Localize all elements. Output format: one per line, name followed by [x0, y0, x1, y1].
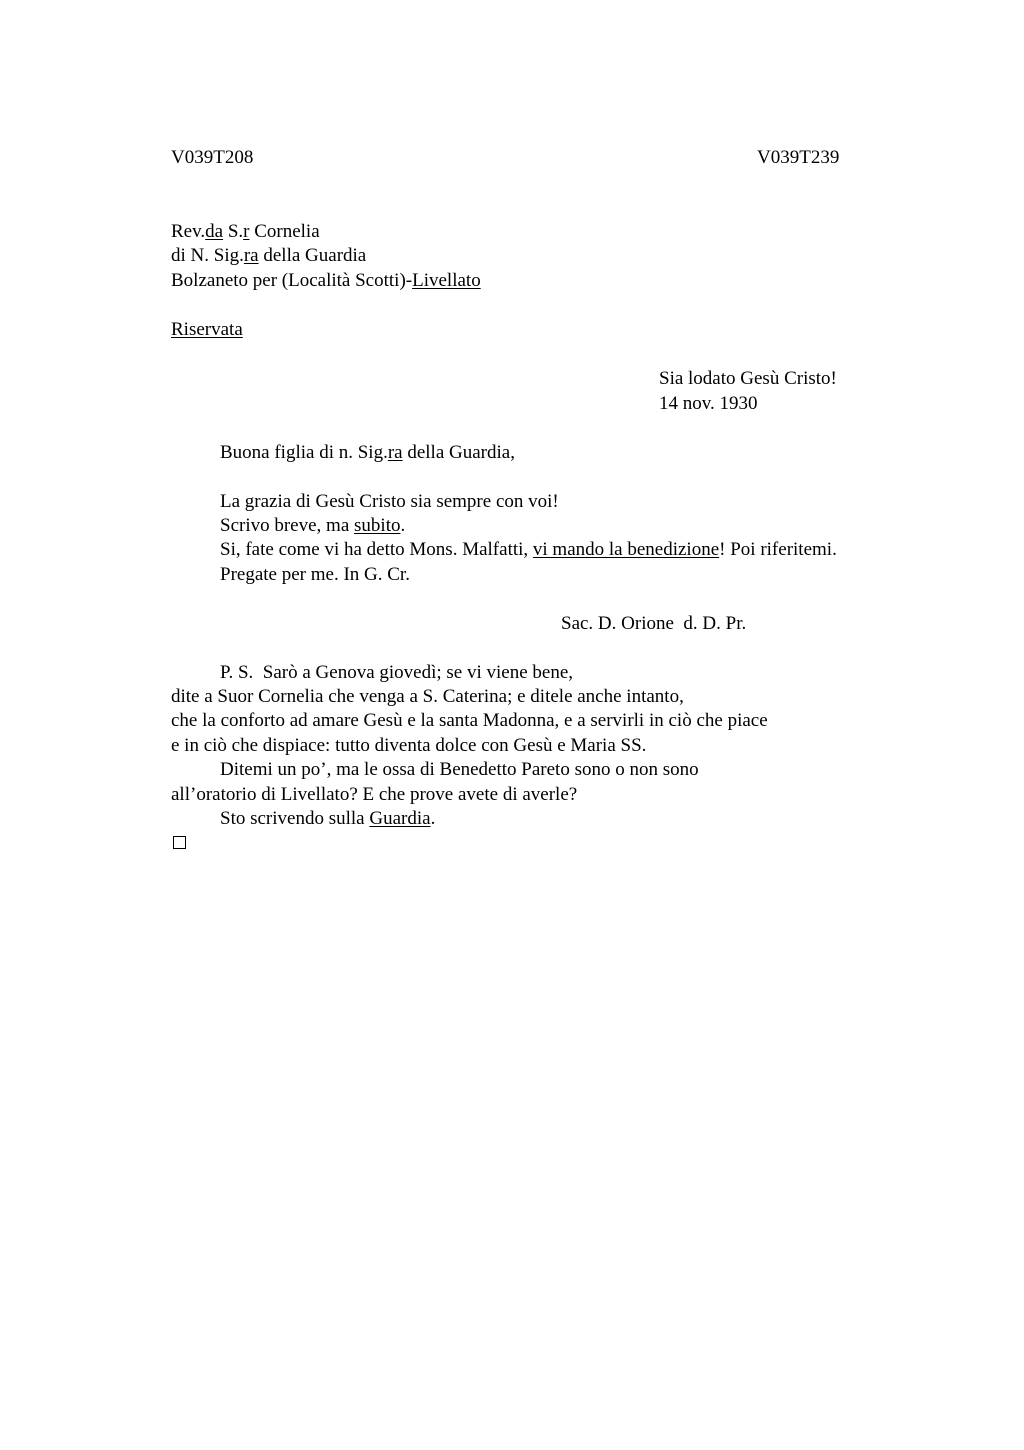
postscript-line-3: che la conforto ad amare Gesù e la santa Madonna, e a servirli in ciò che piace: [171, 710, 768, 731]
body-line-3: [220, 538, 837, 562]
letter-greeting: [220, 441, 515, 465]
document-code-right: V039T239: [757, 147, 840, 168]
body-line-2: [220, 514, 405, 538]
address-text: Bolzaneto per (Località Scotti)-: [171, 270, 413, 291]
postscript-line-4: e in ciò che dispiace: tutto diventa dolce con Gesù e Maria SS.: [171, 735, 647, 756]
postscript-emphasis-underlined: Guardia: [369, 808, 431, 829]
dateline-salutation: Sia lodato Gesù Cristo!: [659, 368, 837, 389]
postscript-line-1: P. S. Sarò a Genova giovedì; se vi viene bene,: [220, 662, 574, 683]
address-abbrev-underlined: da: [205, 221, 224, 242]
body-text: .: [400, 515, 406, 536]
reserved-label: Riservata: [171, 319, 243, 340]
dateline-date: 14 nov. 1930: [659, 393, 758, 414]
body-text: Scrivo breve, ma: [220, 515, 355, 536]
address-line-1: [171, 220, 320, 244]
body-text: ! Poi riferitemi.: [719, 539, 837, 560]
postscript-text: Sto scrivendo sulla: [220, 808, 370, 829]
address-abbrev-underlined: ra: [243, 245, 259, 266]
body-line-4: Pregate per me. In G. Cr.: [220, 564, 410, 585]
greeting-abbrev-underlined: ra: [387, 442, 403, 463]
address-text: Cornelia: [249, 221, 320, 242]
address-text: S.: [223, 221, 244, 242]
address-text: della Guardia: [258, 245, 367, 266]
postscript-line-2: dite a Suor Cornelia che venga a S. Caterina; e ditele anche intanto,: [171, 686, 684, 707]
postscript-line-6: all’oratorio di Livellato? E che prove avete di averle?: [171, 784, 578, 805]
letter-signature: Sac. D. Orione d. D. Pr.: [561, 613, 747, 634]
greeting-text: Buona figlia di n. Sig.: [220, 442, 388, 463]
body-text: Si, fate come vi ha detto Mons. Malfatti,: [220, 539, 533, 560]
postscript-line-7: [220, 807, 435, 831]
body-line-1: La grazia di Gesù Cristo sia sempre con voi!: [220, 491, 559, 512]
body-emphasis-underlined: subito: [354, 515, 401, 536]
address-line-3: [171, 269, 481, 293]
document-code-left: V039T208: [171, 147, 254, 168]
address-place-underlined: Livellato: [412, 270, 481, 291]
address-abbrev-underlined: r: [243, 221, 250, 242]
body-emphasis-underlined: vi mando la benedizione: [532, 539, 720, 560]
address-text: di N. Sig.: [171, 245, 244, 266]
greeting-text: della Guardia,: [402, 442, 515, 463]
end-of-text-square-icon: [173, 836, 186, 849]
address-text: Rev.: [171, 221, 206, 242]
postscript-text: .: [430, 808, 436, 829]
postscript-line-5: Ditemi un po’, ma le ossa di Benedetto Pareto sono o non sono: [220, 759, 699, 780]
address-line-2: [171, 244, 366, 268]
